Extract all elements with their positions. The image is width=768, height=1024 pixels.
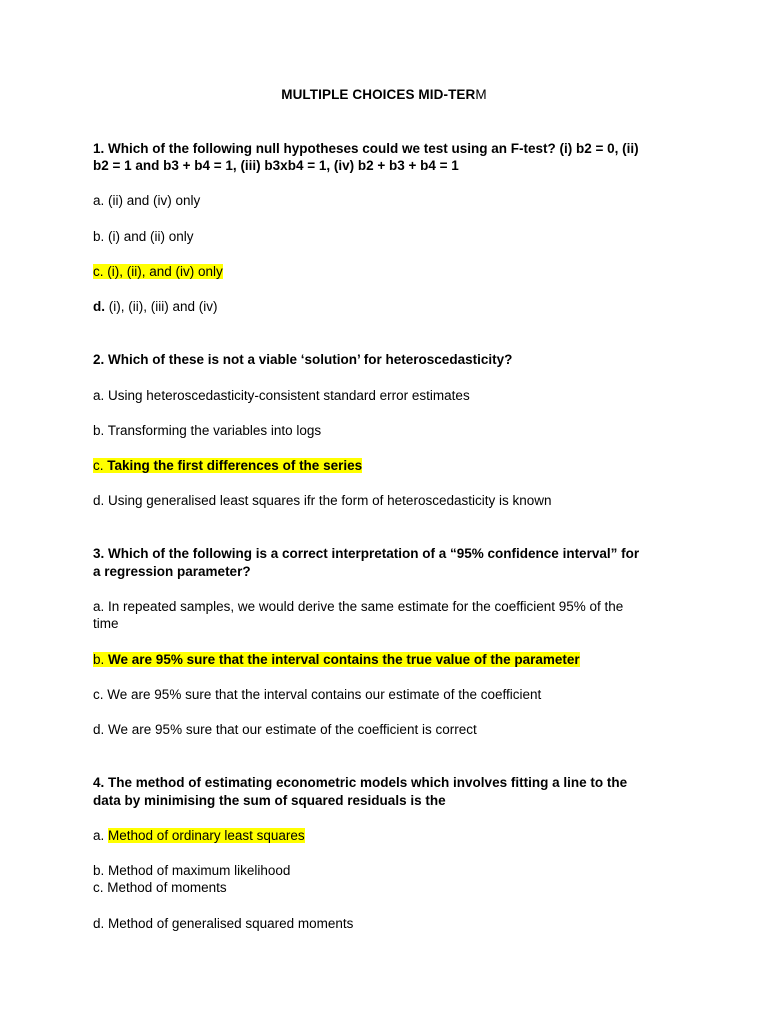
highlighted-answer <box>93 652 580 667</box>
option-letter: a. <box>93 388 105 403</box>
question-2-option-a <box>93 387 683 404</box>
question-4-option-a <box>93 827 683 844</box>
option-letter: a. <box>93 828 105 843</box>
question-2-option-d <box>93 492 683 509</box>
option-text: (ii) and (iv) only <box>108 193 201 208</box>
question-3-line-2: a regression parameter? <box>93 564 251 579</box>
question-3-option-a <box>93 598 683 615</box>
question-4-line-2: data by minimising the sum of squared residuals is the <box>93 793 446 808</box>
option-letter: d. <box>93 493 105 508</box>
question-1-option-c <box>93 263 683 280</box>
option-letter: c. <box>93 264 104 279</box>
question-4-option-c <box>93 879 683 896</box>
option-letter: d. <box>93 722 105 737</box>
question-3-option-a-cont: time <box>93 616 119 631</box>
option-letter: a. <box>93 193 105 208</box>
option-text: Method of maximum likelihood <box>108 863 291 878</box>
option-letter: b. <box>93 229 105 244</box>
question-2-line-1: 2. Which of these is not a viable ‘solution’ for heteroscedasticity? <box>93 352 513 367</box>
question-1-option-b <box>93 228 683 245</box>
option-text: (i), (ii), (iii) and (iv) <box>108 299 218 314</box>
option-letter: c. <box>93 880 104 895</box>
option-text: We are 95% sure that our estimate of the coefficient is correct <box>108 722 477 737</box>
page-title <box>0 87 768 102</box>
option-letter: d. <box>93 916 105 931</box>
question-4-line-1: 4. The method of estimating econometric models which involves fitting a line to the <box>93 775 628 790</box>
question-1-line-1: 1. Which of the following null hypotheses could we test using an F-test? (i) b2 = 0, (ii) <box>93 141 639 156</box>
question-1-option-a <box>93 192 683 209</box>
option-letter: a. <box>93 599 105 614</box>
option-letter: b. <box>93 423 105 438</box>
question-4-option-b <box>93 862 683 879</box>
question-3-option-c <box>93 686 683 703</box>
question-3-line-1: 3. Which of the following is a correct interpretation of a “95% confidence interval” for <box>93 546 640 561</box>
option-text: Using generalised least squares ifr the form of heteroscedasticity is known <box>108 493 552 508</box>
option-text: Taking the first differences of the series <box>107 458 363 473</box>
option-letter: b. <box>93 652 105 667</box>
highlighted-answer <box>93 264 223 279</box>
option-text: Transforming the variables into logs <box>107 423 322 438</box>
option-text: (i) and (ii) only <box>108 229 194 244</box>
question-2-option-b <box>93 422 683 439</box>
option-letter: b. <box>93 863 105 878</box>
question-3-option-b <box>93 651 683 668</box>
option-text: Method of generalised squared moments <box>108 916 354 931</box>
option-text: We are 95% sure that the interval contains the true value of the parameter <box>108 652 580 667</box>
option-letter: c. <box>93 687 104 702</box>
highlighted-answer: Method of ordinary least squares <box>108 828 305 843</box>
title-tail: M <box>475 87 487 102</box>
option-text: Method of moments <box>107 880 227 895</box>
option-letter: c. <box>93 458 104 473</box>
question-1-line-2: b2 = 1 and b3 + b4 = 1, (iii) b3xb4 = 1, (iv) b2 + b3 + b4 = 1 <box>93 158 459 173</box>
title-main: MULTIPLE CHOICES MID-TER <box>281 87 476 102</box>
highlighted-answer <box>93 458 362 473</box>
question-1-option-d <box>93 298 683 315</box>
option-letter: d. <box>93 299 105 314</box>
option-text: Using heteroscedasticity-consistent standard error estimates <box>108 388 470 403</box>
option-text: In repeated samples, we would derive the same estimate for the coefficient 95% of the <box>108 599 624 614</box>
question-2-option-c <box>93 457 683 474</box>
question-4-option-d <box>93 915 683 932</box>
option-text: We are 95% sure that the interval contains our estimate of the coefficient <box>107 687 542 702</box>
question-3-option-d <box>93 721 683 738</box>
option-text: (i), (ii), and (iv) only <box>107 264 223 279</box>
